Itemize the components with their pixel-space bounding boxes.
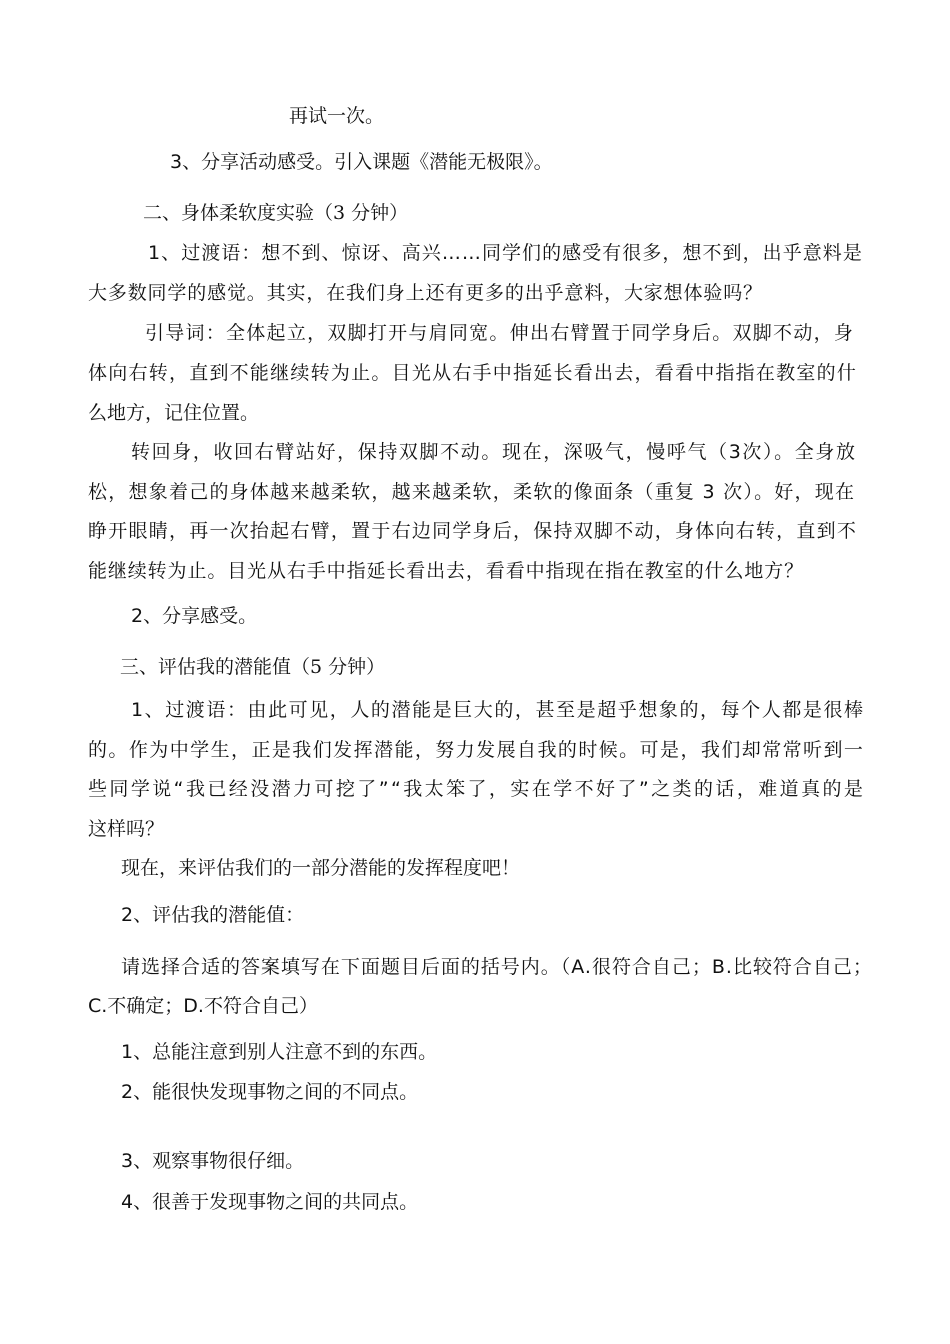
text-line: 体向右转，直到不能继续转为止。目光从右手中指延长看出去，看看中指指在教室的什 <box>88 362 858 384</box>
text-line: 2、评估我的潜能值： <box>121 904 305 926</box>
text-line: 请选择合适的答案填写在下面题目后面的括号内。（A.很符合自己；B.比较符合自己； <box>121 956 873 978</box>
text-line: 能继续转为止。目光从右手中指延长看出去，看看中指现在指在教室的什么地方？ <box>88 560 805 582</box>
text-line: 引导词：全体起立，双脚打开与肩同宽。伸出右臂置于同学身后。双脚不动，身 <box>145 322 855 344</box>
text-line: 1、过渡语：由此可见，人的潜能是巨大的，甚至是超乎想象的，每个人都是很棒 <box>131 699 865 721</box>
text-line: 睁开眼睛，再一次抬起右臂，置于右边同学身后，保持双脚不动，身体向右转，直到不 <box>88 520 858 542</box>
section-heading: 二、身体柔软度实验（3 分钟） <box>143 202 409 224</box>
text-line: 2、分享感受。 <box>131 605 258 627</box>
text-line: 再试一次。 <box>289 105 385 127</box>
text-line: 这样吗？ <box>88 818 165 840</box>
text-line: 3、观察事物很仔细。 <box>121 1150 305 1172</box>
text-line: 4、很善于发现事物之间的共同点。 <box>121 1191 419 1213</box>
section-heading: 三、评估我的潜能值（5 分钟） <box>120 656 386 678</box>
text-line: 的。作为中学生，正是我们发挥潜能，努力发展自我的时候。可是，我们却常常听到一 <box>88 739 865 761</box>
text-line: 转回身，收回右臂站好，保持双脚不动。现在，深吸气，慢呼气（3次）。全身放 <box>131 441 857 463</box>
text-line: 现在，来评估我们的一部分潜能的发挥程度吧！ <box>121 857 521 879</box>
text-line: 大多数同学的感觉。其实，在我们身上还有更多的出乎意料，大家想体验吗？ <box>88 282 763 304</box>
text-line: 松，想象着己的身体越来越柔软，越来越柔软，柔软的像面条（重复 3 次）。好，现在 <box>88 481 856 503</box>
text-line: 些同学说“我已经没潜力可挖了”“我太笨了，实在学不好了”之类的话，难道真的是 <box>88 778 866 800</box>
text-line: C.不确定；D.不符合自己） <box>88 995 318 1017</box>
text-line: 1、总能注意到别人注意不到的东西。 <box>121 1041 438 1063</box>
text-line: 3、分享活动感受。引入课题《潜能无极限》。 <box>170 151 553 173</box>
text-line: 2、能很快发现事物之间的不同点。 <box>121 1081 419 1103</box>
text-line: 么地方，记住位置。 <box>88 402 260 424</box>
text-line: 1、过渡语：想不到、惊讶、高兴……同学们的感受有很多，想不到，出乎意料是 <box>148 242 863 264</box>
